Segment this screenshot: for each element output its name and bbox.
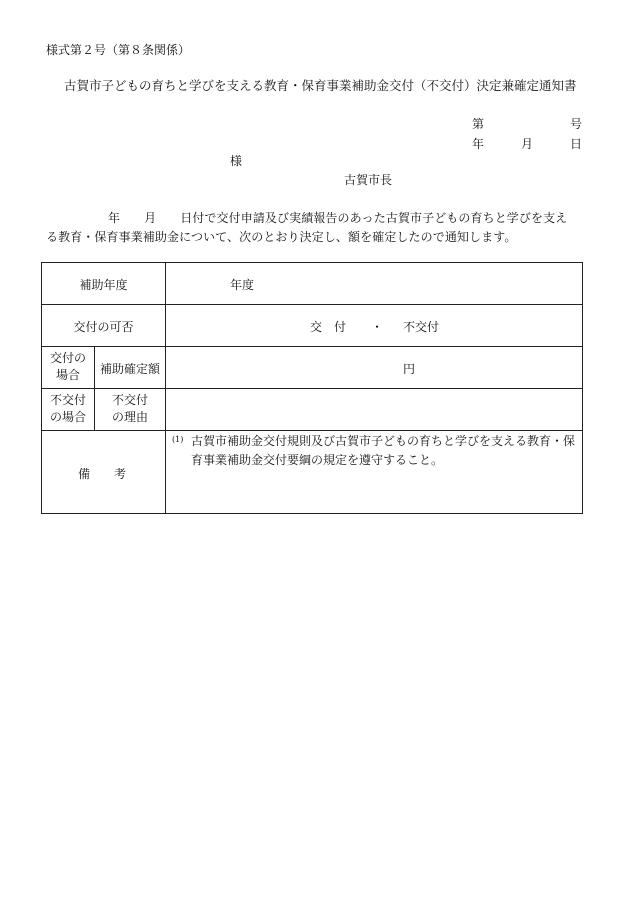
remarks-label: 備 考 (78, 467, 127, 481)
body-year: 年 (108, 211, 121, 225)
sender-name: 古賀市長 (344, 173, 393, 187)
doc-number-prefix: 第 (472, 117, 485, 131)
nongrant-reason-label: 不交付の理由 (111, 393, 148, 424)
remarks-item-number: (1) (172, 435, 184, 444)
date-day-label: 日 (570, 137, 583, 151)
approval-no-option: 不交付 (403, 320, 440, 334)
fiscal-year-label: 補助年度 (79, 278, 128, 292)
confirmed-amount-label: 補助確定額 (99, 362, 160, 376)
approval-yes-option: 交 付 (310, 320, 347, 334)
addressee-suffix: 様 (230, 154, 243, 168)
body-month: 月 (144, 211, 157, 225)
document-title: 古賀市子どもの育ちと学びを支える教育・保育事業補助金交付（不交付）決定兼確定通知書 (64, 78, 577, 93)
grant-case-label: 交付の場合 (49, 351, 86, 382)
amount-yen-unit: 円 (403, 362, 416, 376)
date-year-label: 年 (472, 137, 485, 151)
body-text-line2: る教育・保育事業補助金について、次のとおり決定し、額を確定したので通知します。 (46, 230, 517, 244)
doc-number-suffix: 号 (570, 117, 583, 131)
remarks-item-text: 古賀市補助金交付規則及び古賀市子どもの育ちと学びを支える教育・保育事業補助金交付要綱の規定を遵守すること。 (191, 434, 576, 467)
body-text-line1: 日付で交付申請及び実績報告のあった古賀市子どもの育ちと学びを支え (180, 211, 568, 225)
date-month-label: 月 (521, 137, 534, 151)
fiscal-year-value: 年度 (230, 278, 255, 292)
form-number: 様式第２号（第８条関係） (46, 43, 191, 57)
approval-separator: ・ (371, 320, 384, 334)
nongrant-case-label: 不交付の場合 (49, 393, 86, 424)
approval-label: 交付の可否 (73, 320, 134, 334)
